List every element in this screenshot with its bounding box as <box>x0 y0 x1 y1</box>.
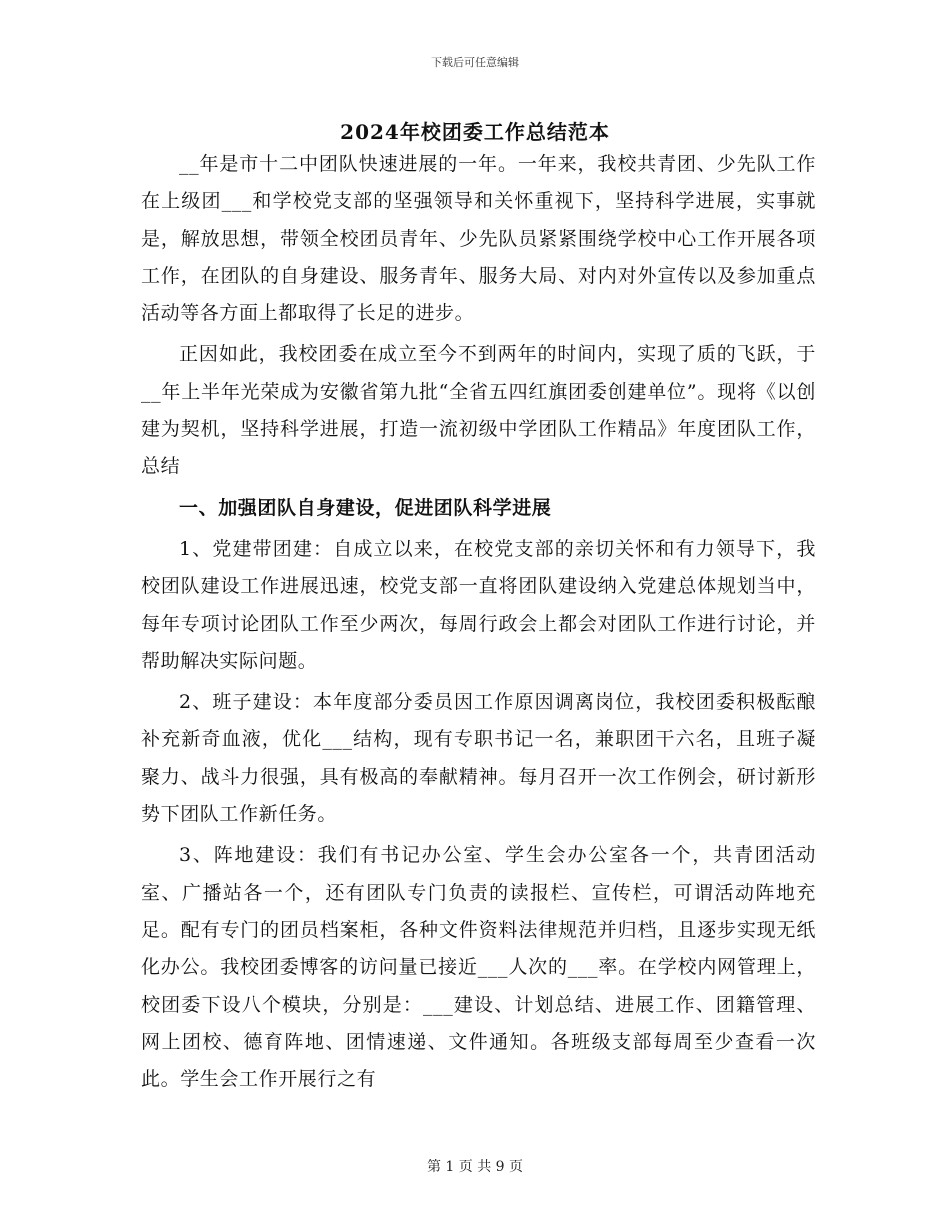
page-header-note: 下载后可任意编辑 <box>431 56 519 69</box>
page-indicator: 第 1 页 共 9 页 <box>426 1159 524 1175</box>
section-heading-1: 一、加强团队自身建设，促进团队科学进展 <box>179 496 552 519</box>
paragraph-team-building: 2、班子建设：本年度部分委员因工作原因调离岗位，我校团委积极酝酿补充新奇血液，优化___结构，现有专职书记一名，兼职团干六名，且班子凝聚力、战斗力很强，具有极高的奉献精神。每月召开一次工作例会，研讨新形势下团队工作新任务。 <box>141 691 816 826</box>
paragraph-achievement: 正因如此，我校团委在成立至今不到两年的时间内，实现了质的飞跃，于__年上半年光荣成为安徽省第九批“全省五四红旗团委创建单位”。现将《以创建为契机，坚持科学进展，打造一流初级中学团队工作精品》年度团队工作，总结 <box>141 343 816 478</box>
paragraph-venue-building: 3、阵地建设：我们有书记办公室、学生会办公室各一个，共青团活动室、广播站各一个，还有团队专门负责的读报栏、宣传栏，可谓活动阵地充足。配有专门的团员档案柜，各种文件资料法律规范并归档，且逐步实现无纸化办公。我校团委博客的访问量已接近___人次的___率。在学校内网管理上，校团委下设八个模块，分别是：___建设、计划总结、进展工作、团籍管理、网上团校、德育阵地、团情速递、文件通知。各班级支部每周至少查看一次此。学生会工作开展行之有 <box>141 844 816 1091</box>
paragraph-party-building: 1、党建带团建：自成立以来，在校党支部的亲切关怀和有力领导下，我校团队建设工作进展迅速，校党支部一直将团队建设纳入党建总体规划当中，每年专项讨论团队工作至少两次，每周行政会上都会对团队工作进行讨论，并帮助解决实际问题。 <box>141 537 816 672</box>
document-title: 2024年校团委工作总结范本 <box>340 120 610 144</box>
document-body <box>141 146 816 1102</box>
paragraph-intro: __年是市十二中团队快速进展的一年。一年来，我校共青团、少先队工作在上级团___和学校党支部的坚强领导和关怀重视下，坚持科学进展，实事就是，解放思想，带领全校团员青年、少先队员紧紧围绕学校中心工作开展各项工作，在团队的自身建设、服务青年、服务大局、对内对外宣传以及参加重点活动等各方面上都取得了长足的进步。 <box>141 153 816 325</box>
